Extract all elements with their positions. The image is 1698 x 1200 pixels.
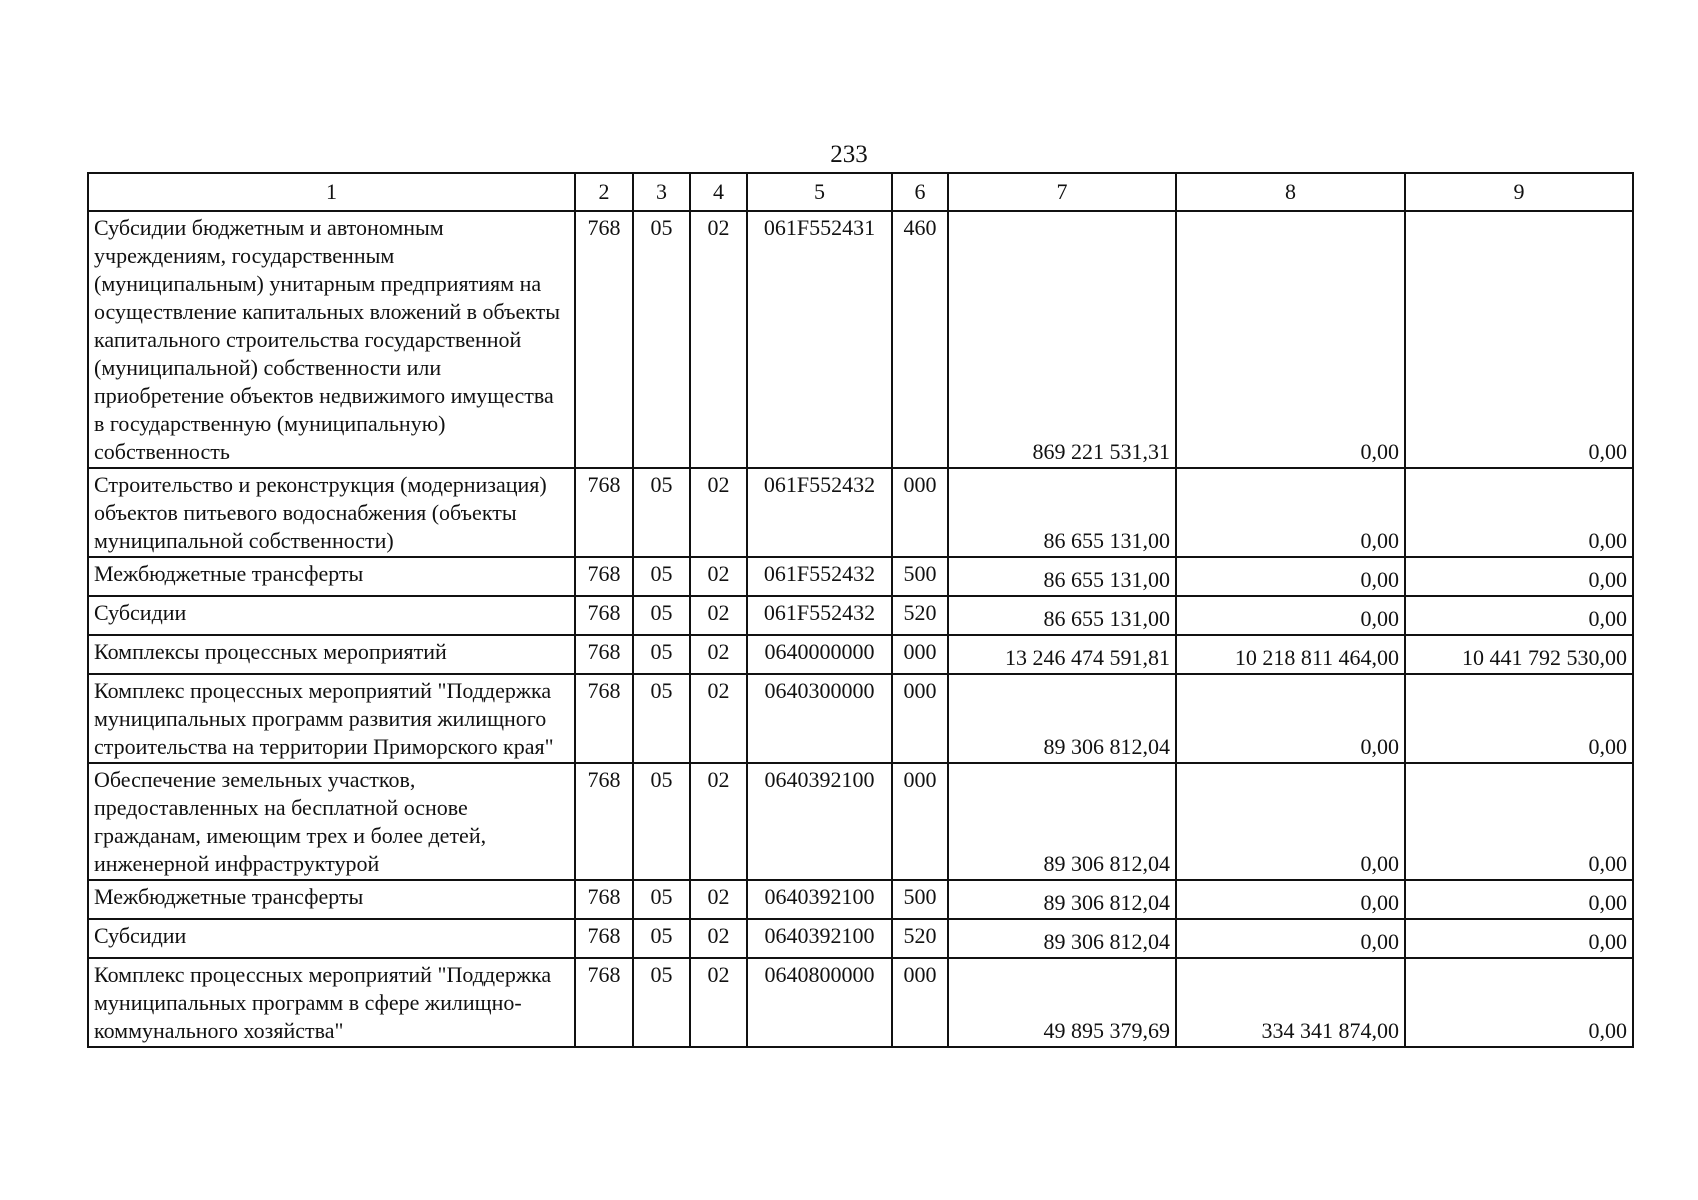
column-header: 7	[948, 173, 1176, 211]
subsection-code-cell: 02	[690, 468, 747, 557]
row-name-cell: Строительство и реконструкция (модернизация) объектов питьевого водоснабжения (объекты муниципальной собственности)	[88, 468, 575, 557]
amount-col9-cell: 0,00	[1405, 958, 1633, 1047]
amount-col8-cell: 334 341 874,00	[1176, 958, 1405, 1047]
amount-col8-cell: 0,00	[1176, 596, 1405, 635]
table-row	[88, 596, 1633, 635]
section-code-cell: 05	[633, 880, 690, 919]
row-name-cell: Комплекс процессных мероприятий "Поддержка муниципальных программ в сфере жилищно-коммунального хозяйства"	[88, 958, 575, 1047]
table-row	[88, 468, 1633, 557]
amount-col8-cell: 10 218 811 464,00	[1176, 635, 1405, 674]
amount-col7-cell: 89 306 812,04	[948, 674, 1176, 763]
amount-col7-cell: 869 221 531,31	[948, 211, 1176, 468]
row-name-cell: Субсидии бюджетным и автономным учреждениям, государственным (муниципальным) унитарным предприятиям на осуществление капитальных вложений в объекты капитального строительства государственной (муниципальной) собственности или приобретение объектов недвижимого имущества в государственную (муниципальную) собственность	[88, 211, 575, 468]
target-article-cell: 061F552432	[747, 596, 892, 635]
table-row	[88, 880, 1633, 919]
section-code-cell: 05	[633, 958, 690, 1047]
row-name-cell: Субсидии	[88, 596, 575, 635]
amount-col9-cell: 0,00	[1405, 919, 1633, 958]
target-article-cell: 061F552432	[747, 557, 892, 596]
amount-col8-cell: 0,00	[1176, 468, 1405, 557]
target-article-cell: 0640000000	[747, 635, 892, 674]
table-row	[88, 919, 1633, 958]
amount-col9-cell: 0,00	[1405, 596, 1633, 635]
row-name-cell: Межбюджетные трансферты	[88, 880, 575, 919]
expense-type-cell: 000	[892, 763, 948, 880]
row-name-cell: Межбюджетные трансферты	[88, 557, 575, 596]
amount-col7-cell: 13 246 474 591,81	[948, 635, 1176, 674]
section-code-cell: 05	[633, 919, 690, 958]
ministry-code-cell: 768	[575, 468, 633, 557]
ministry-code-cell: 768	[575, 635, 633, 674]
subsection-code-cell: 02	[690, 674, 747, 763]
amount-col8-cell: 0,00	[1176, 211, 1405, 468]
row-name-cell: Обеспечение земельных участков, предоставленных на бесплатной основе гражданам, имеющим трех и более детей, инженерной инфраструктурой	[88, 763, 575, 880]
row-name-cell: Комплекс процессных мероприятий "Поддержка муниципальных программ развития жилищного строительства на территории Приморского края"	[88, 674, 575, 763]
ministry-code-cell: 768	[575, 958, 633, 1047]
budget-table	[87, 172, 1634, 1048]
section-code-cell: 05	[633, 674, 690, 763]
amount-col8-cell: 0,00	[1176, 557, 1405, 596]
subsection-code-cell: 02	[690, 557, 747, 596]
ministry-code-cell: 768	[575, 919, 633, 958]
subsection-code-cell: 02	[690, 919, 747, 958]
page-number: 233	[830, 141, 868, 168]
amount-col9-cell: 10 441 792 530,00	[1405, 635, 1633, 674]
amount-col7-cell: 89 306 812,04	[948, 763, 1176, 880]
column-header: 9	[1405, 173, 1633, 211]
amount-col7-cell: 86 655 131,00	[948, 468, 1176, 557]
subsection-code-cell: 02	[690, 880, 747, 919]
ministry-code-cell: 768	[575, 880, 633, 919]
amount-col9-cell: 0,00	[1405, 557, 1633, 596]
amount-col9-cell: 0,00	[1405, 674, 1633, 763]
amount-col9-cell: 0,00	[1405, 468, 1633, 557]
amount-col8-cell: 0,00	[1176, 674, 1405, 763]
target-article-cell: 0640392100	[747, 919, 892, 958]
amount-col9-cell: 0,00	[1405, 880, 1633, 919]
table-row	[88, 557, 1633, 596]
subsection-code-cell: 02	[690, 211, 747, 468]
expense-type-cell: 500	[892, 880, 948, 919]
target-article-cell: 0640800000	[747, 958, 892, 1047]
section-code-cell: 05	[633, 211, 690, 468]
amount-col7-cell: 86 655 131,00	[948, 596, 1176, 635]
amount-col8-cell: 0,00	[1176, 919, 1405, 958]
table-row	[88, 763, 1633, 880]
expense-type-cell: 520	[892, 919, 948, 958]
expense-type-cell: 000	[892, 468, 948, 557]
target-article-cell: 0640392100	[747, 880, 892, 919]
expense-type-cell: 460	[892, 211, 948, 468]
section-code-cell: 05	[633, 596, 690, 635]
target-article-cell: 0640300000	[747, 674, 892, 763]
column-header: 4	[690, 173, 747, 211]
ministry-code-cell: 768	[575, 596, 633, 635]
subsection-code-cell: 02	[690, 763, 747, 880]
column-header: 1	[88, 173, 575, 211]
ministry-code-cell: 768	[575, 763, 633, 880]
column-header: 3	[633, 173, 690, 211]
target-article-cell: 061F552431	[747, 211, 892, 468]
expense-type-cell: 000	[892, 635, 948, 674]
subsection-code-cell: 02	[690, 635, 747, 674]
expense-type-cell: 000	[892, 674, 948, 763]
amount-col8-cell: 0,00	[1176, 763, 1405, 880]
column-header: 6	[892, 173, 948, 211]
subsection-code-cell: 02	[690, 958, 747, 1047]
amount-col9-cell: 0,00	[1405, 211, 1633, 468]
section-code-cell: 05	[633, 635, 690, 674]
section-code-cell: 05	[633, 557, 690, 596]
amount-col7-cell: 89 306 812,04	[948, 880, 1176, 919]
column-header: 5	[747, 173, 892, 211]
section-code-cell: 05	[633, 763, 690, 880]
target-article-cell: 061F552432	[747, 468, 892, 557]
row-name-cell: Комплексы процессных мероприятий	[88, 635, 575, 674]
expense-type-cell: 500	[892, 557, 948, 596]
ministry-code-cell: 768	[575, 557, 633, 596]
ministry-code-cell: 768	[575, 211, 633, 468]
row-name-cell: Субсидии	[88, 919, 575, 958]
expense-type-cell: 520	[892, 596, 948, 635]
column-header: 8	[1176, 173, 1405, 211]
amount-col8-cell: 0,00	[1176, 880, 1405, 919]
target-article-cell: 0640392100	[747, 763, 892, 880]
table-row	[88, 635, 1633, 674]
expense-type-cell: 000	[892, 958, 948, 1047]
amount-col7-cell: 49 895 379,69	[948, 958, 1176, 1047]
amount-col9-cell: 0,00	[1405, 763, 1633, 880]
column-header: 2	[575, 173, 633, 211]
section-code-cell: 05	[633, 468, 690, 557]
table-row	[88, 958, 1633, 1047]
amount-col7-cell: 86 655 131,00	[948, 557, 1176, 596]
amount-col7-cell: 89 306 812,04	[948, 919, 1176, 958]
table-header-row	[88, 173, 1633, 211]
subsection-code-cell: 02	[690, 596, 747, 635]
table-row	[88, 674, 1633, 763]
ministry-code-cell: 768	[575, 674, 633, 763]
table-row	[88, 211, 1633, 468]
